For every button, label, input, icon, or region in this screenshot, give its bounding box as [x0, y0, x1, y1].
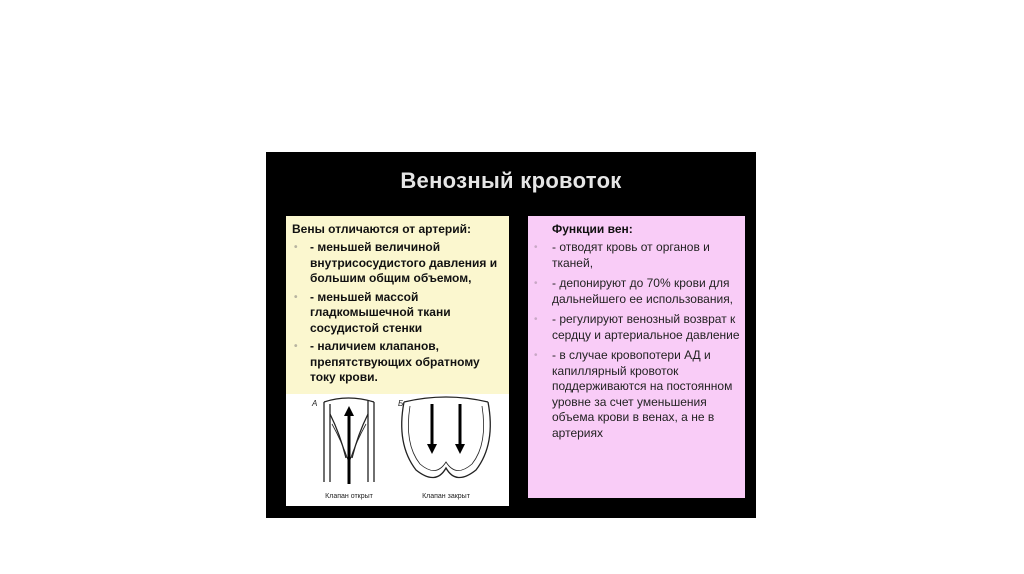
vein-valve-diagram [286, 394, 509, 506]
slide [266, 152, 756, 518]
panel-a-label: А [312, 399, 318, 408]
list-item: • - меньшей величиной внутрисосудистого давления и большим общим объемом, [294, 240, 498, 285]
caption-open: Клапан открыт [325, 493, 373, 500]
list-item: • - в случае кровопотери АД и капиллярный кровоток поддерживаются на постоянном уровне за счет уменьшения объема крови в венах, а не в артериях [534, 348, 733, 440]
list-item: • - меньшей массой гладкомышечной ткани сосудистой стенки [294, 289, 451, 335]
valve-illustration [286, 394, 509, 506]
caption-closed: Клапан закрыт [422, 493, 470, 500]
veins-vs-arteries-list [292, 240, 506, 389]
slide-title: Венозный кровоток [400, 168, 622, 193]
vein-functions-box [528, 216, 745, 498]
vein-functions-list [532, 240, 742, 446]
bullet-icon: • [294, 291, 298, 303]
panel-b-label: Б [398, 399, 404, 408]
vein-functions-heading: Функции вен: [552, 222, 633, 236]
veins-vs-arteries-heading: Вены отличаются от артерий: [292, 222, 471, 236]
bullet-icon: • [534, 242, 538, 253]
bullet-icon: • [534, 314, 538, 325]
list-item: • - регулируют венозный возврат к сердцу и артериальное давление [534, 312, 740, 342]
bullet-icon: • [294, 341, 298, 352]
list-item: • - наличием клапанов, препятствующих обратному току крови. [294, 339, 480, 384]
list-item: • - отводят кровь от органов и тканей, [534, 240, 710, 270]
veins-vs-arteries-box [286, 216, 509, 394]
bullet-icon: • [534, 350, 538, 361]
bullet-icon: • [534, 278, 538, 289]
list-item: • - депонируют до 70% крови для дальнейшего ее использования, [534, 276, 734, 306]
bullet-icon: • [294, 242, 298, 253]
